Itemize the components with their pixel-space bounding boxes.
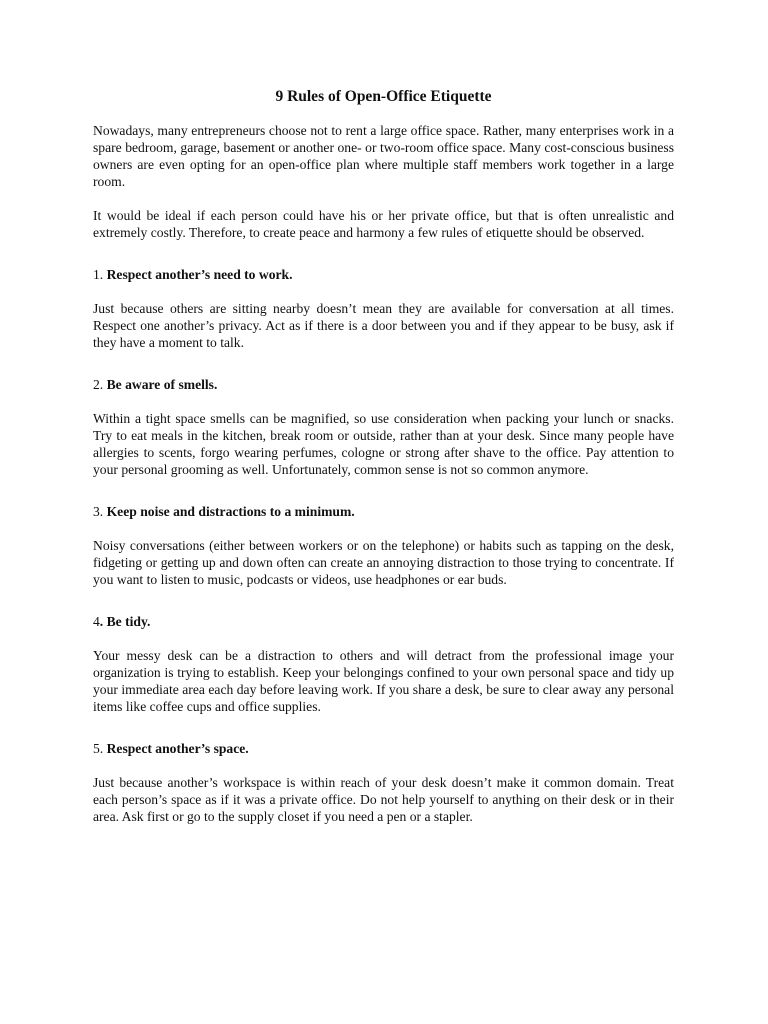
intro-paragraph: Nowadays, many entrepreneurs choose not to rent a large office space. Rather, many enterprises work in a spare bedroom, garage, basement or another one- or two-room office space. Many cost-conscious business owners are even opting for an open-office plan where multiple staff members work together in a large room. <box>93 123 674 189</box>
rule-number: 5. <box>93 741 104 756</box>
rule-heading <box>93 266 674 283</box>
document-content <box>93 86 674 842</box>
rule-number: 4 <box>93 614 100 629</box>
rule-body: Just because another’s workspace is within reach of your desk doesn’t make it common domain. Treat each person’s space as if it was a private office. Do not help yourself to anything on their desk or in their area. Ask first or go to the supply closet if you need a pen or a stapler. <box>93 775 674 824</box>
rule-heading <box>93 376 674 393</box>
rule-title: . Be tidy. <box>99 614 151 629</box>
rule-heading <box>93 613 674 630</box>
rule-body: Within a tight space smells can be magnified, so use consideration when packing your lunch or snacks. Try to eat meals in the kitchen, break room or outside, rather than at your desk. Since many people have allergies to scents, forgo wearing perfumes, cologne or strong after shave to the office. Pay attention to your personal grooming as well. Unfortunately, common sense is not so common anymore. <box>93 411 674 477</box>
rule-body: Your messy desk can be a distraction to others and will detract from the professional image your organization is trying to establish. Keep your belongings confined to your own personal space and tidy up your immediate area each day before leaving work. If you share a desk, be sure to clear away any personal items like coffee cups and office supplies. <box>93 648 674 714</box>
rule-body: Just because others are sitting nearby doesn’t mean they are available for conversation at all times. Respect one another’s privacy. Act as if there is a door between you and if they appear to be busy, ask if they have a moment to talk. <box>93 301 674 350</box>
rule-title: Respect another’s need to work. <box>106 267 293 282</box>
rule-title: Be aware of smells. <box>106 377 218 392</box>
rule-number: 3. <box>93 504 104 519</box>
intro-paragraph: It would be ideal if each person could have his or her private office, but that is often unrealistic and extremely costly. Therefore, to create peace and harmony a few rules of etiquette should be observed. <box>93 208 674 240</box>
document-title: 9 Rules of Open-Office Etiquette <box>275 88 492 105</box>
rule-number: 1. <box>93 267 104 282</box>
rule-heading <box>93 503 674 520</box>
rule-number: 2. <box>93 377 104 392</box>
rule-title: Keep noise and distractions to a minimum. <box>106 504 355 519</box>
rule-title: Respect another’s space. <box>106 741 249 756</box>
rule-heading <box>93 740 674 757</box>
rule-body: Noisy conversations (either between workers or on the telephone) or habits such as tapping on the desk, fidgeting or getting up and down often can create an annoying distraction to those trying to concentrate. If you want to listen to music, podcasts or videos, use headphones or ear buds. <box>93 538 674 587</box>
